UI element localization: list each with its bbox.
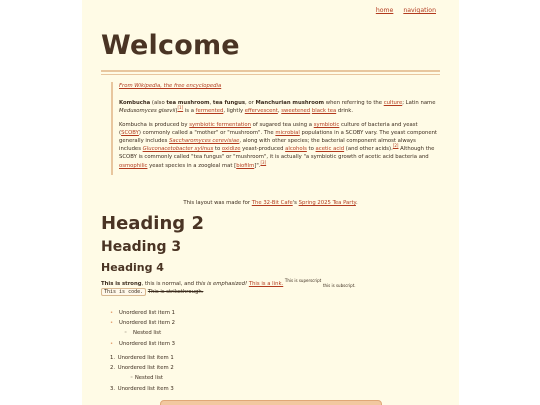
text: is a — [183, 108, 196, 115]
inline-styles-paragraph — [101, 278, 441, 297]
text: to — [306, 146, 316, 153]
text-bold: tea mushroom — [166, 100, 210, 107]
link-32bit-cafe[interactable]: The 32-Bit Cafe — [251, 200, 293, 206]
list-number: 1. — [110, 355, 116, 361]
list-number: 3. — [110, 385, 116, 392]
unordered-list — [110, 308, 175, 349]
list-item-label: Unordered list item 2 — [119, 320, 176, 327]
example-link[interactable]: This is a link. — [248, 281, 284, 287]
link-fermented[interactable]: fermented — [195, 108, 224, 115]
text: , or — [245, 100, 256, 107]
text: . — [355, 200, 358, 206]
link-culture[interactable]: culture — [383, 100, 403, 107]
heading-3: Heading 3 — [101, 239, 182, 255]
link-effervescent[interactable]: effervescent — [244, 108, 278, 115]
text: drink. — [336, 108, 354, 115]
link-alcohols[interactable]: alcohols — [285, 146, 307, 153]
page-container — [82, 0, 459, 405]
text-bold: Manchurian mushroom — [255, 100, 325, 107]
text: when referring to the — [324, 100, 384, 107]
text: yeast-produced — [240, 146, 286, 153]
text: of sugared tea using a — [250, 121, 314, 128]
text: ; Latin name — [402, 100, 436, 107]
link-acetic-acid[interactable]: acetic acid — [315, 146, 345, 153]
text: This layout was made for — [183, 200, 252, 206]
text: to — [213, 146, 222, 153]
bottom-panel — [160, 400, 382, 405]
link-microbial[interactable]: microbial — [275, 129, 300, 136]
list-item-label: Unordered list item 2 — [117, 365, 174, 372]
text: , along with other species; the bacterial component almost always includes — [119, 138, 416, 153]
link-symbiotic-fermentation[interactable]: symbiotic fermentation — [189, 121, 251, 128]
list-item-label: Unordered list item 1 — [119, 310, 176, 316]
title-divider — [101, 70, 440, 72]
text: 's — [292, 200, 299, 206]
list-item — [110, 353, 174, 363]
bullet-icon: • — [110, 310, 114, 316]
list-item — [110, 308, 175, 318]
nav-home-link[interactable]: home — [375, 7, 394, 14]
emphasized-text: this is emphasized! — [195, 281, 248, 287]
top-nav — [368, 7, 436, 14]
text: , lightly — [223, 108, 245, 115]
text: , — [277, 108, 282, 115]
list-item — [110, 363, 174, 373]
strikethrough-text: This is strikethrough. — [147, 289, 204, 296]
text: Although the SCOBY is commonly called "tea fungus" or "mushroom", it is actually "a symbiotic growth of acetic acid bacteria and — [119, 146, 435, 161]
list-number: 2. — [110, 365, 116, 372]
link-sweetened[interactable]: sweetened — [281, 108, 311, 115]
quote-paragraph-1 — [119, 99, 439, 115]
link-gluconacetobacter[interactable]: Gluconacetobacter xylinus — [142, 146, 214, 153]
hollow-bullet-icon: ◦ — [124, 330, 128, 337]
list-item-label: Unordered list item 1 — [117, 355, 174, 361]
code-text: This is code. — [101, 288, 146, 296]
link-saccharomyces[interactable]: Saccharomyces cerevisiae — [169, 138, 240, 145]
quote-paragraph-2 — [119, 121, 439, 170]
superscript-text: This is superscript — [284, 278, 322, 284]
heading-2: Heading 2 — [101, 213, 204, 234]
text: , this is normal, and — [141, 281, 196, 287]
list-item-label: Nested list — [133, 330, 162, 337]
text: culture of bacteria and yeast ( — [119, 121, 418, 136]
ordered-list — [110, 353, 174, 394]
citation-3[interactable]: [3] — [260, 159, 267, 165]
title-divider-thin — [101, 74, 440, 75]
text: populations in a SCOBY vary. The yeast component generally includes — [119, 129, 438, 145]
link-tea-party[interactable]: Spring 2025 Tea Party — [298, 200, 356, 206]
link-biofilm[interactable]: biofilm — [236, 162, 255, 169]
strong-text: This is strong — [101, 281, 142, 287]
text: yeast species in a zoogleal mat [ — [147, 162, 237, 169]
page-title: Welcome — [101, 30, 240, 61]
link-black-tea[interactable]: black tea — [311, 108, 337, 115]
nested-list-item — [110, 373, 174, 383]
link-oxidize[interactable]: oxidize — [221, 146, 241, 153]
citation-1[interactable]: [1] — [177, 105, 184, 111]
hollow-bullet-icon: ◦ — [130, 375, 134, 382]
text: ]". — [254, 162, 261, 169]
text: ) — [175, 108, 178, 115]
list-item — [110, 318, 175, 328]
heading-4: Heading 4 — [101, 261, 164, 274]
text: ) commonly called a "mother" or "mushroom". The — [138, 129, 276, 136]
text-bold: tea fungus — [212, 100, 246, 107]
text-bold: Kombucha — [119, 100, 151, 107]
nav-navigation-link[interactable]: navigation — [403, 7, 436, 14]
blockquote — [111, 82, 439, 175]
list-item — [110, 384, 174, 394]
source-link[interactable]: From Wikipedia, the free encyclopedia — [119, 83, 222, 89]
text: (and other acids). — [344, 146, 393, 153]
text: (also — [150, 100, 167, 107]
credit-line — [101, 200, 440, 206]
list-item-label: Nested list — [134, 375, 163, 382]
citation-2[interactable]: [2] — [392, 143, 399, 149]
text: , — [209, 100, 213, 107]
subscript-text: this is subscript. — [322, 283, 356, 289]
text-italic: Medusomyces gisevii — [119, 108, 176, 115]
text: Kombucha is produced by — [119, 121, 190, 128]
nested-list-item — [110, 328, 175, 338]
link-osmophilic[interactable]: osmophilic — [119, 162, 148, 169]
list-item — [110, 339, 175, 349]
bullet-icon: • — [110, 340, 114, 347]
link-symbiotic[interactable]: symbiotic — [313, 121, 340, 128]
link-scoby[interactable]: SCOBY — [121, 129, 139, 136]
list-item-label: Unordered list item 3 — [119, 340, 176, 347]
list-item-label: Unordered list item 3 — [117, 385, 174, 392]
bullet-icon: • — [110, 320, 114, 327]
